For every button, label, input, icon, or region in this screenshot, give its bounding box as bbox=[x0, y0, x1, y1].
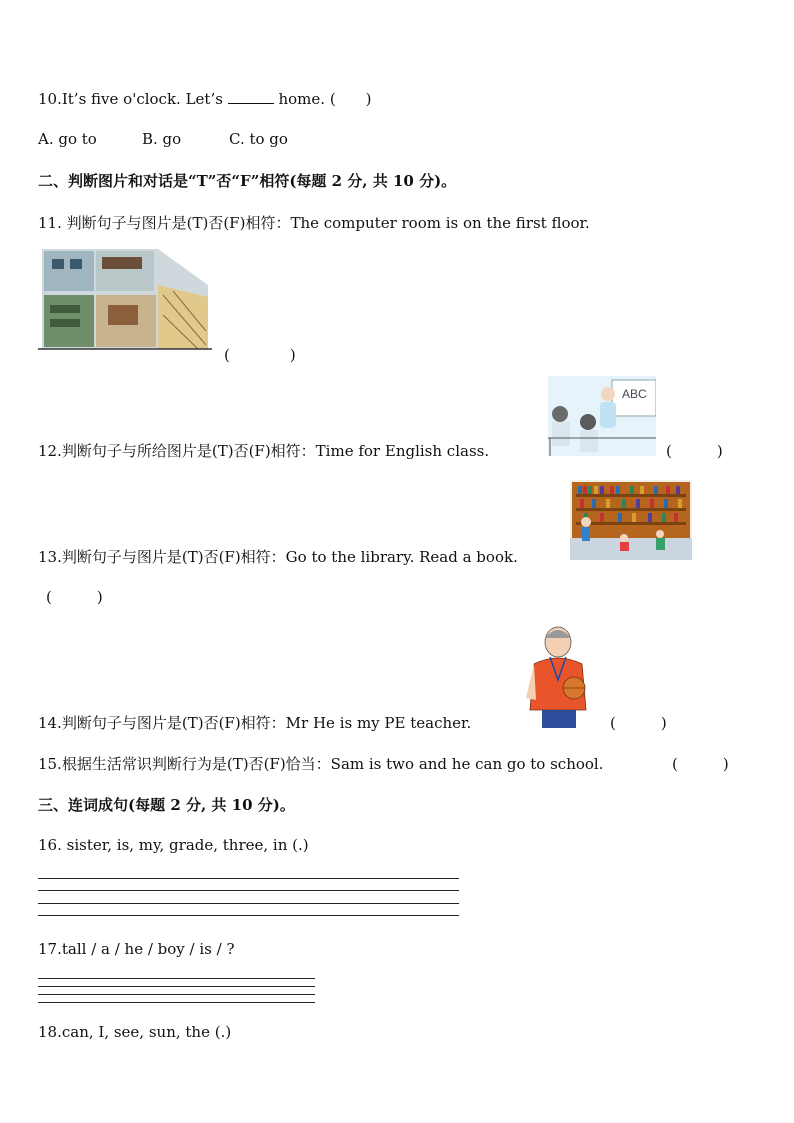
question-11-text: 11. 判断句子与图片是(T)否(F)相符：The computer room is on the first floor. bbox=[38, 214, 590, 232]
section-3-heading: 三、连词成句(每题 2 分, 共 10 分)。 bbox=[38, 796, 295, 814]
q14-paren[interactable]: ( ) bbox=[610, 714, 667, 732]
section-2-heading: 二、判断图片和对话是“T”否“F”相符(每题 2 分, 共 10 分)。 bbox=[38, 172, 457, 190]
q10-option-a[interactable]: A. go to bbox=[38, 130, 97, 148]
question-12-text: 12.判断句子与所给图片是(T)否(F)相符：Time for English class. bbox=[38, 442, 490, 460]
q10-paren[interactable]: ( ) bbox=[329, 90, 372, 108]
q17-answer-line-2[interactable] bbox=[38, 986, 315, 987]
q10-stem-b: home. bbox=[278, 90, 326, 108]
question-16-text: 16. sister, is, my, grade, three, in (.) bbox=[38, 836, 309, 854]
q10-answer-blank[interactable] bbox=[228, 89, 274, 104]
english-class-illustration bbox=[548, 376, 656, 456]
q12-paren[interactable]: ( ) bbox=[666, 442, 723, 460]
question-17-text: 17.tall / a / he / boy / is / ? bbox=[38, 940, 235, 958]
q15-paren[interactable]: ( ) bbox=[672, 755, 729, 773]
library-illustration bbox=[570, 480, 692, 560]
question-18-text: 18.can, I, see, sun, the (.) bbox=[38, 1023, 232, 1041]
q13-paren[interactable]: ( ) bbox=[46, 588, 103, 606]
question-10 bbox=[38, 88, 372, 109]
question-15-text: 15.根据生活常识判断行为是(T)否(F)恰当：Sam is two and he can go to school. bbox=[38, 755, 604, 773]
pe-teacher-illustration bbox=[520, 624, 598, 730]
q17-answer-line-1[interactable] bbox=[38, 978, 315, 979]
q17-answer-line-3[interactable] bbox=[38, 994, 315, 995]
q10-option-b[interactable]: B. go bbox=[142, 130, 182, 148]
question-14-text: 14.判断句子与图片是(T)否(F)相符：Mr He is my PE teacher. bbox=[38, 714, 472, 732]
q10-stem-a: 10.It’s five o'clock. Let’s bbox=[38, 90, 228, 108]
school-building-illustration bbox=[38, 245, 212, 351]
question-13-text: 13.判断句子与图片是(T)否(F)相符：Go to the library. Read a book. bbox=[38, 548, 518, 566]
q16-answer-line-3[interactable] bbox=[38, 903, 459, 904]
q10-option-c[interactable]: C. to go bbox=[229, 130, 288, 148]
q16-answer-line-1[interactable] bbox=[38, 878, 459, 879]
q16-answer-line-4[interactable] bbox=[38, 915, 459, 916]
q16-answer-line-2[interactable] bbox=[38, 890, 459, 891]
board-text: ABC bbox=[622, 387, 647, 401]
q17-answer-line-4[interactable] bbox=[38, 1002, 315, 1003]
q11-paren[interactable]: ( ) bbox=[224, 346, 296, 364]
